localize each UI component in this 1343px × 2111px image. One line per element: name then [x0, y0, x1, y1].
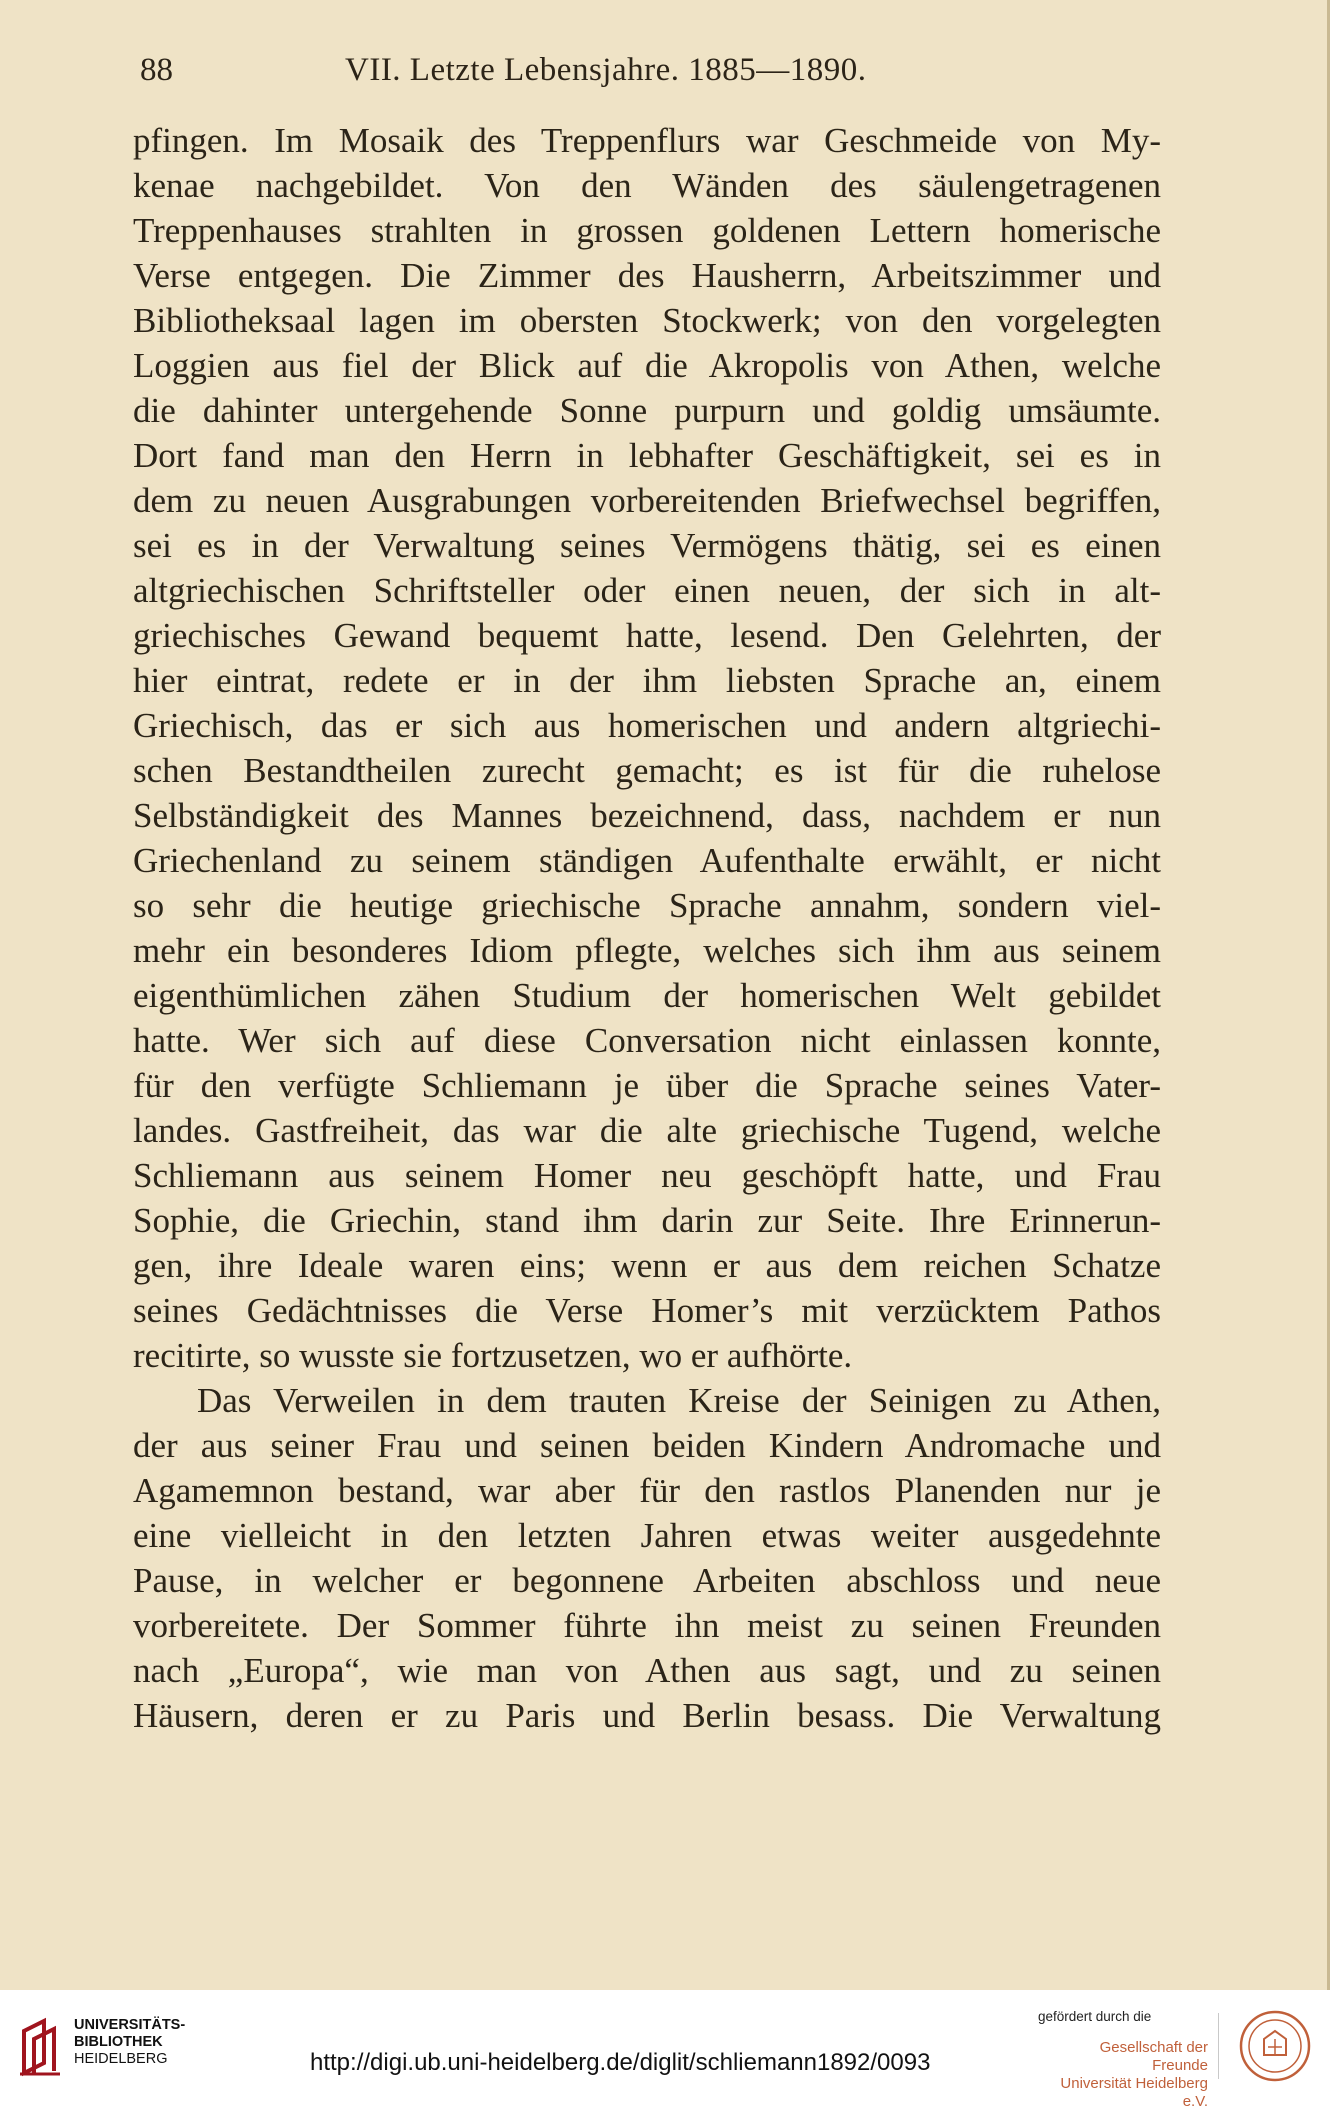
text-line: Dort fand man den Herrn in lebhafter Geschäftigkeit, sei es in	[133, 436, 1161, 475]
text-line: griechisches Gewand bequemt hatte, lesend. Den Gelehrten, der	[133, 616, 1161, 655]
text-line: pfingen. Im Mosaik des Treppenflurs war Geschmeide von My-	[133, 121, 1161, 160]
sponsor-name	[1040, 2039, 1208, 2111]
sponsor-caption: gefördert durch die	[1038, 2009, 1152, 2024]
text-line: sei es in der Verwaltung seines Vermögens thätig, sei es einen	[133, 526, 1161, 565]
text-line: seines Gedächtnisses die Verse Homer’s mit verzücktem Pathos	[133, 1291, 1161, 1330]
divider	[1218, 2013, 1219, 2079]
text-line: Häusern, deren er zu Paris und Berlin besass. Die Verwaltung	[133, 1696, 1161, 1735]
text-line: hier eintrat, redete er in der ihm liebsten Sprache an, einem	[133, 661, 1161, 700]
text-line: recitirte, so wusste sie fortzusetzen, wo er aufhörte.	[133, 1336, 853, 1375]
permalink-url[interactable]: http://digi.ub.uni-heidelberg.de/diglit/schliemann1892/0093	[310, 2049, 931, 2076]
text-line: Treppenhauses strahlten in grossen goldenen Lettern homerische	[133, 211, 1161, 250]
library-name-line: UNIVERSITÄTS-	[74, 2017, 186, 2033]
text-line: eigenthümlichen zähen Studium der homerischen Welt gebildet	[133, 976, 1161, 1015]
text-line: Verse entgegen. Die Zimmer des Hausherrn, Arbeitszimmer und	[133, 256, 1161, 295]
library-name-line: BIBLIOTHEK	[74, 2034, 163, 2050]
text-line: vorbereitete. Der Sommer führte ihn meist zu seinen Freunden	[133, 1606, 1161, 1645]
sponsor-name-line: Gesellschaft der Freunde	[1099, 2039, 1208, 2074]
text-line: so sehr die heutige griechische Sprache annahm, sondern viel-	[133, 886, 1161, 925]
text-line: die dahinter untergehende Sonne purpurn und goldig umsäumte.	[133, 391, 1161, 430]
text-line: Selbständigkeit des Mannes bezeichnend, dass, nachdem er nun	[133, 796, 1161, 835]
university-library-logo-icon	[18, 2017, 62, 2077]
text-line: Pause, in welcher er begonnene Arbeiten abschloss und neue	[133, 1561, 1161, 1600]
page-number: 88	[140, 52, 173, 88]
text-line: Loggien aus fiel der Blick auf die Akropolis von Athen, welche	[133, 346, 1161, 385]
text-line: mehr ein besonderes Idiom pflegte, welches sich ihm aus seinem	[133, 931, 1161, 970]
text-line: Agamemnon bestand, war aber für den rastlos Planenden nur je	[133, 1471, 1161, 1510]
text-line: Bibliotheksaal lagen im obersten Stockwerk; von den vorgelegten	[133, 301, 1161, 340]
text-line: Griechisch, das er sich aus homerischen und andern altgriechi-	[133, 706, 1161, 745]
text-line: Das Verweilen in dem trauten Kreise der Seinigen zu Athen,	[197, 1381, 1161, 1420]
text-line: nach „Europa“, wie man von Athen aus sagt, und zu seinen	[133, 1651, 1161, 1690]
text-line: kenae nachgebildet. Von den Wänden des säulengetragenen	[133, 166, 1161, 205]
chapter-title: VII. Letzte Lebensjahre. 1885—1890.	[345, 52, 867, 88]
text-line: schen Bestandtheilen zurecht gemacht; es ist für die ruhelose	[133, 751, 1161, 790]
text-line: landes. Gastfreiheit, das war die alte griechische Tugend, welche	[133, 1111, 1161, 1150]
body-text	[133, 118, 1161, 1738]
digitization-footer	[0, 1993, 1343, 2110]
text-line: gen, ihre Ideale waren eins; wenn er aus dem reichen Schatze	[133, 1246, 1161, 1285]
text-line: für den verfügte Schliemann je über die Sprache seines Vater-	[133, 1066, 1161, 1105]
library-name-line: HEIDELBERG	[74, 2051, 168, 2067]
text-line: dem zu neuen Ausgrabungen vorbereitenden Briefwechsel begriffen,	[133, 481, 1161, 520]
text-line: Griechenland zu seinem ständigen Aufenthalte erwählt, er nicht	[133, 841, 1161, 880]
text-line: Sophie, die Griechin, stand ihm darin zur Seite. Ihre Erinnerun-	[133, 1201, 1161, 1240]
university-seal-icon	[1238, 2009, 1312, 2083]
text-line: altgriechischen Schriftsteller oder einen neuen, der sich in alt-	[133, 571, 1161, 610]
text-line: Schliemann aus seinem Homer neu geschöpft hatte, und Frau	[133, 1156, 1161, 1195]
running-head	[140, 52, 1150, 92]
text-line: eine vielleicht in den letzten Jahren etwas weiter ausgedehnte	[133, 1516, 1161, 1555]
text-line: hatte. Wer sich auf diese Conversation nicht einlassen konnte,	[133, 1021, 1161, 1060]
library-name	[74, 2017, 185, 2068]
sponsor-name-line: Universität Heidelberg e.V.	[1060, 2075, 1208, 2110]
text-line: der aus seiner Frau und seinen beiden Kindern Andromache und	[133, 1426, 1161, 1465]
